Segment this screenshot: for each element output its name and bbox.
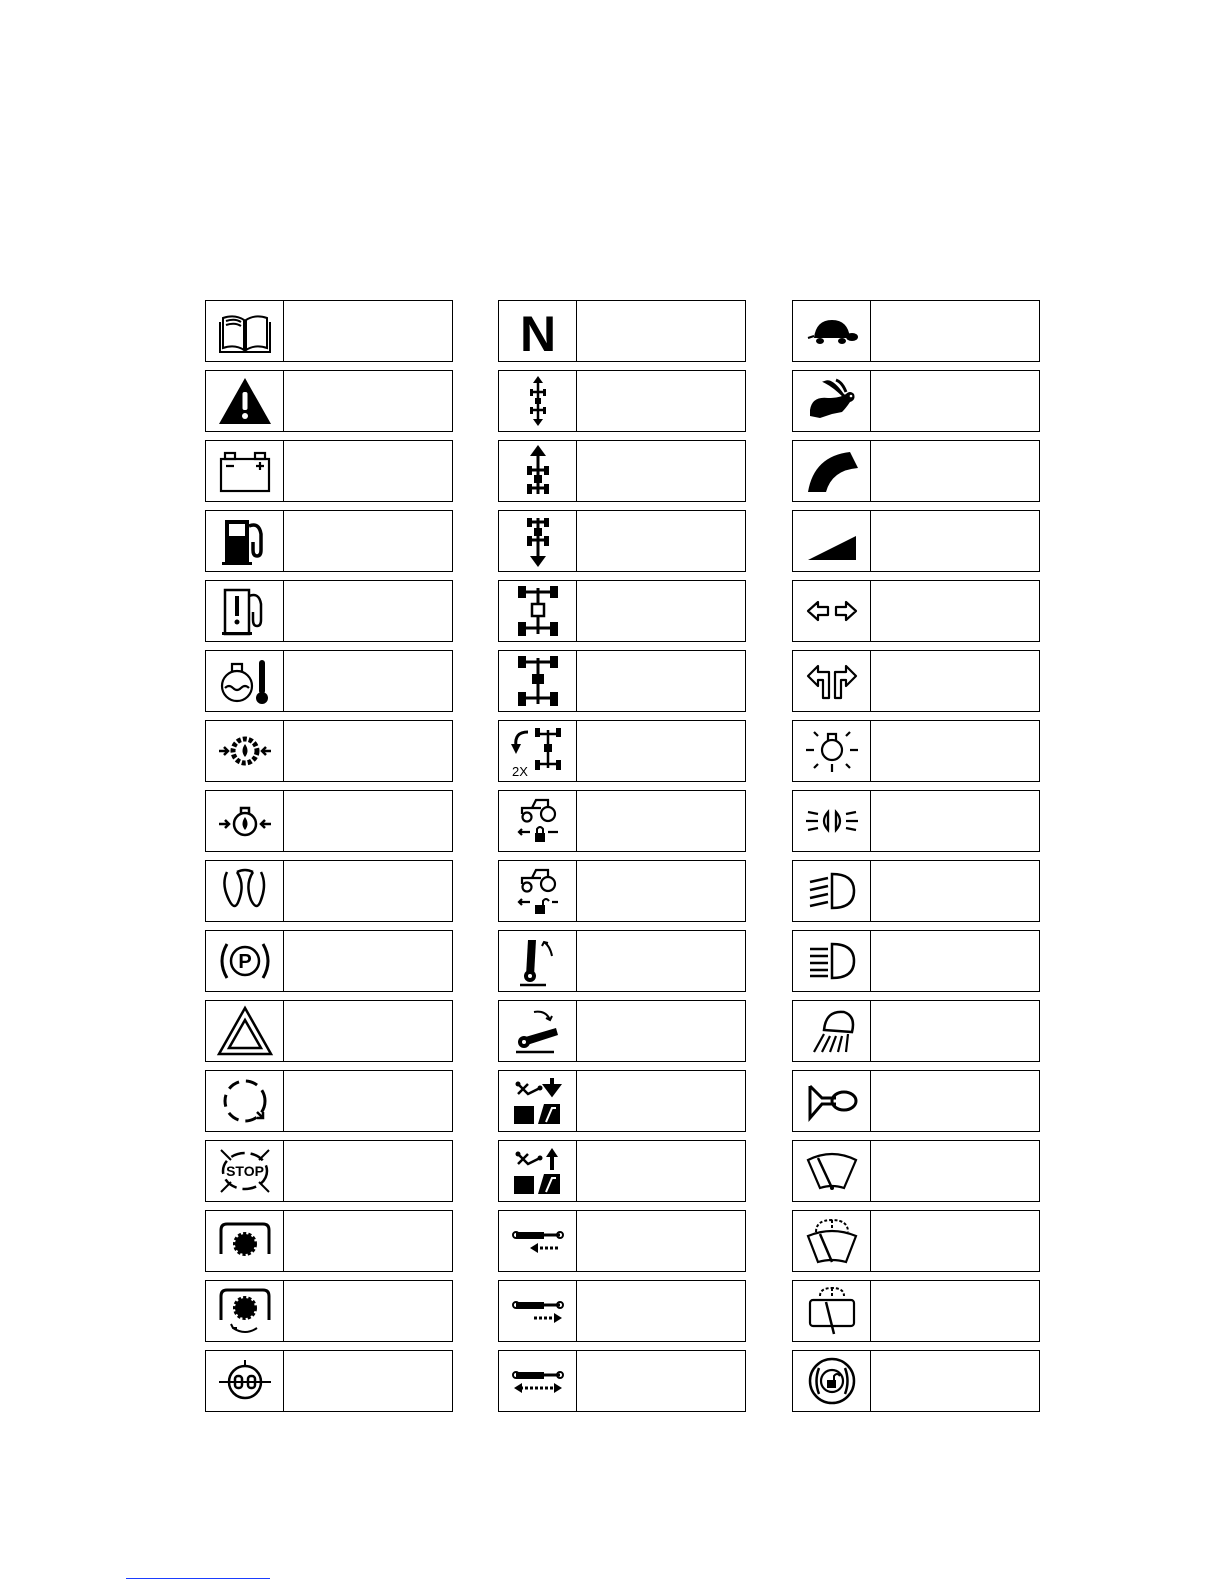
symbol-row [792, 1140, 1040, 1202]
horn-icon [793, 1071, 871, 1131]
symbol-row [792, 790, 1040, 852]
symbol-row [498, 1280, 746, 1342]
warning-triangle-icon [206, 371, 284, 431]
symbol-label [577, 1281, 745, 1341]
symbol-row [792, 440, 1040, 502]
cylinder-extend-icon [499, 1281, 577, 1341]
symbol-label [577, 581, 745, 641]
symbol-label [284, 301, 452, 361]
symbol-label [284, 371, 452, 431]
symbol-row [792, 1350, 1040, 1412]
wiper-icon [793, 1141, 871, 1201]
symbol-row [205, 510, 453, 572]
symbol-label [577, 861, 745, 921]
work-light-icon [793, 721, 871, 781]
symbol-row [498, 300, 746, 362]
pto-engaged-icon [206, 1211, 284, 1271]
symbol-row [205, 440, 453, 502]
symbol-row [792, 1070, 1040, 1132]
symbol-label [871, 931, 1039, 991]
symbol-row [498, 1140, 746, 1202]
parking-brake-icon [206, 931, 284, 991]
symbol-row [205, 1280, 453, 1342]
curve-icon [793, 441, 871, 501]
lever-raise-icon [499, 931, 577, 991]
symbol-row [498, 510, 746, 572]
symbol-label [871, 1001, 1039, 1061]
symbol-row [205, 370, 453, 432]
position-lights-icon [793, 791, 871, 851]
symbol-row [792, 370, 1040, 432]
symbol-label [871, 1141, 1039, 1201]
symbol-row [498, 1210, 746, 1272]
turn-signal-arrows-icon [793, 581, 871, 641]
symbol-label [871, 1211, 1039, 1271]
symbol-row [498, 580, 746, 642]
symbol-row [792, 1000, 1040, 1062]
tractor-locked-icon [499, 791, 577, 851]
symbol-label [284, 1211, 452, 1271]
symbol-label [871, 581, 1039, 641]
symbol-label [871, 721, 1039, 781]
symbol-row [205, 1000, 453, 1062]
symbol-row [498, 650, 746, 712]
svg-text:P: P [237, 951, 252, 973]
operator-manual-icon [206, 301, 284, 361]
symbol-row [792, 930, 1040, 992]
neutral-icon [499, 301, 577, 361]
symbol-label [871, 791, 1039, 851]
symbol-label [577, 721, 745, 781]
symbol-label [871, 371, 1039, 431]
symbol-row [498, 370, 746, 432]
symbol-row [205, 720, 453, 782]
transmission-oil-pressure-icon [206, 721, 284, 781]
fuel-icon [206, 511, 284, 571]
symbol-column-right [792, 300, 1040, 1420]
drive-reverse-icon [499, 511, 577, 571]
symbol-label [284, 1071, 452, 1131]
lever-lower-icon [499, 1001, 577, 1061]
symbol-label [577, 1211, 745, 1271]
symbol-label [871, 441, 1039, 501]
symbol-label [577, 931, 745, 991]
four-wheel-drive-icon [499, 581, 577, 641]
symbol-row [498, 720, 746, 782]
symbol-label [284, 581, 452, 641]
cylinder-double-acting-icon [499, 1351, 577, 1411]
hazard-warning-icon [206, 1001, 284, 1061]
symbol-row [498, 930, 746, 992]
symbol-label [284, 861, 452, 921]
symbol-label [871, 301, 1039, 361]
symbol-row [792, 720, 1040, 782]
engine-coolant-temperature-icon [206, 651, 284, 711]
high-beam-icon [793, 931, 871, 991]
symbol-label [577, 791, 745, 851]
svg-text:2X: 2X [511, 764, 528, 778]
symbol-row [498, 790, 746, 852]
symbol-column-middle [498, 300, 746, 1420]
symbol-label [577, 371, 745, 431]
symbol-label [577, 511, 745, 571]
symbol-label [871, 651, 1039, 711]
two-wheel-drive-icon [499, 651, 577, 711]
symbol-row [498, 1070, 746, 1132]
symbol-label [284, 441, 452, 501]
symbol-label [284, 721, 452, 781]
symbol-label [871, 1071, 1039, 1131]
symbol-row [205, 300, 453, 362]
battery-icon [206, 441, 284, 501]
tractor-unlocked-icon [499, 861, 577, 921]
symbol-label [284, 511, 452, 571]
symbol-row [792, 650, 1040, 712]
ramp-icon [793, 511, 871, 571]
symbol-row [205, 1350, 453, 1412]
symbol-row [205, 860, 453, 922]
symbol-label [577, 1001, 745, 1061]
symbol-label [284, 1351, 452, 1411]
cylinder-retract-icon [499, 1211, 577, 1271]
symbol-row [205, 930, 453, 992]
symbol-label [284, 1141, 452, 1201]
steering-2x-icon [499, 721, 577, 781]
hitch-raise-icon [499, 1141, 577, 1201]
slow-turtle-icon [793, 301, 871, 361]
symbol-label [284, 791, 452, 851]
symbol-column-left [205, 300, 453, 1420]
symbol-label [577, 651, 745, 711]
symbol-row [792, 300, 1040, 362]
turn-signal-trailer-icon [793, 651, 871, 711]
fuel-warning-icon [206, 581, 284, 641]
symbol-label [284, 931, 452, 991]
glow-plug-icon [206, 861, 284, 921]
pto-disengaged-icon [206, 1281, 284, 1341]
symbol-label [577, 441, 745, 501]
rear-wiper-icon [793, 1281, 871, 1341]
symbol-row [498, 1000, 746, 1062]
pto-rotation-icon [206, 1071, 284, 1131]
symbol-label [284, 1001, 452, 1061]
symbol-row [498, 440, 746, 502]
symbol-label [577, 1141, 745, 1201]
symbol-label [577, 301, 745, 361]
pto-stop-icon [206, 1141, 284, 1201]
symbol-row [205, 1140, 453, 1202]
symbol-row [792, 510, 1040, 572]
symbol-row [205, 790, 453, 852]
symbol-label [871, 511, 1039, 571]
symbol-row [498, 1350, 746, 1412]
symbol-label [577, 1351, 745, 1411]
low-beam-icon [793, 861, 871, 921]
symbol-label [871, 1351, 1039, 1411]
symbol-label [871, 861, 1039, 921]
svg-text:N: N [519, 306, 556, 358]
symbol-row [205, 1210, 453, 1272]
symbol-row [205, 650, 453, 712]
engine-oil-pressure-icon [206, 791, 284, 851]
symbol-label [577, 1071, 745, 1131]
drive-forward-reverse-icon [499, 371, 577, 431]
flood-light-icon [793, 1001, 871, 1061]
svg-text:STOP: STOP [225, 1163, 264, 1179]
fast-rabbit-icon [793, 371, 871, 431]
differential-lock-icon [206, 1351, 284, 1411]
brake-unlocked-icon [793, 1351, 871, 1411]
symbol-label [284, 651, 452, 711]
symbol-label [871, 1281, 1039, 1341]
wiper-washer-icon [793, 1211, 871, 1271]
symbol-row [792, 1210, 1040, 1272]
symbol-row [498, 860, 746, 922]
drive-forward-icon [499, 441, 577, 501]
symbol-label [284, 1281, 452, 1341]
hitch-lower-icon [499, 1071, 577, 1131]
symbol-row [792, 860, 1040, 922]
symbol-row [792, 1280, 1040, 1342]
symbol-row [792, 580, 1040, 642]
footer-link-underline[interactable] [126, 1578, 270, 1579]
symbol-row [205, 580, 453, 642]
symbol-row [205, 1070, 453, 1132]
